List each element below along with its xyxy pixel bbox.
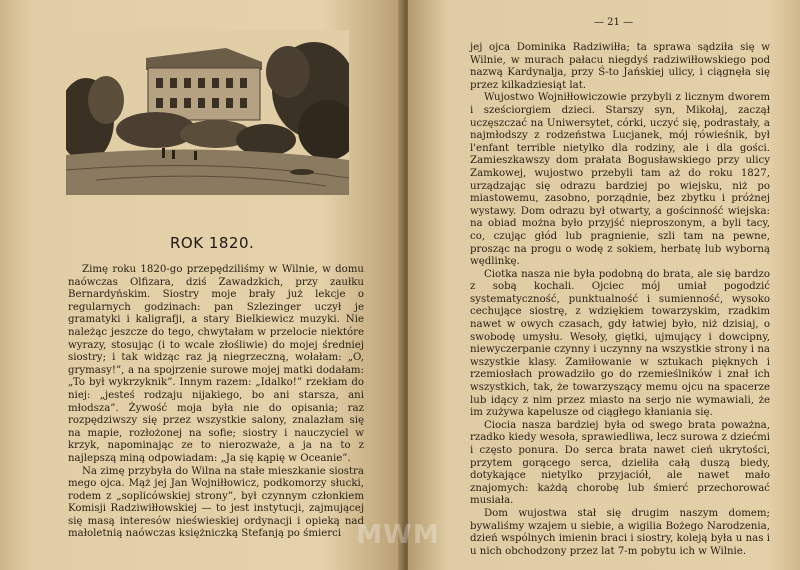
right-page-text (470, 42, 770, 558)
paragraph: Ciotka nasza nie była podobną do brata, ale się bardzo z sobą kochali. Ojciec mój umiał pogodzić systematyczność, punktualność i sumienność, wysoko cechujące siostrę, z wdziękiem towarzyskim, rzadkim nawet w owych czasach, gdy łatwiej było, niż dzisiaj, o swobodę umysłu. Wesoły, giętki, ujmujący i dowcipny, niewyczerpanie czynny i uczynny na wszystkie strony i na wszystkie klasy. Zamiłowanie w sztukach pięknych i rzemiosłach prowadziło go do rzemieślników i znał ich wszystkich, tak, że towarzyszący memu ojcu na spacerze lub idący z nim przez miasto na serjo nie wymawiali, że im zużywa kapelusze od ciągłego kłaniania się. (470, 268, 770, 419)
paragraph: Na zimę przybyła do Wilna na stałe mieszkanie siostra mego ojca. Mąż jej Jan Wojniłłowicz, podkomorzy słucki, rodem z „soplicówskiej strony”, był czynnym członkiem Komisji Radziwiłłowskiej — to jest instytucji, zajmującej się masą interesów nieświeskiej ordynacji i opieką nad małoletnią naówczas księżniczką Stefanją po śmierci (68, 465, 364, 540)
chapter-heading: ROK 1820. (170, 234, 255, 252)
right-page (408, 0, 800, 570)
page-number: — 21 — (594, 17, 634, 28)
paragraph: Dom wujostwa stał się drugim naszym domem; bywaliśmy wzajem u siebie, a wigilia Bożego Narodzenia, dzień wspólnych imienin braci i siostry, koleją była u nas i u nich obchodzony przez lat 7-m pobytu ich w Wilnie. (470, 507, 770, 557)
paragraph: jej ojca Dominika Radziwiłła; ta sprawa sądziła się w Wilnie, w murach pałacu niegdyś radziwiłłowskiego pod nazwą Kardynalja, przy Ś-to Jańskiej ulicy, i ciągnęła się przez kilkadziesiąt lat. (470, 42, 770, 91)
paragraph: Zimę roku 1820-go przepędziliśmy w Wilnie, w domu naówczas Olfizara, dziś Zawadzkich, przy zaułku Bernardyńskim. Siostry moje brały już lekcje o regularnych godzinach: pan Szlezinger uczył je gramatyki i kaligrafji, a stary Bielkiewicz muzyki. Nie należąc jeszcze do tego, chwytałam w przelocie niektóre wyrazy, stosując (i to wcale złośliwie) do mojej średniej siostry; i tak widząc raz ją niegrzeczną, wołałam: „O, grymasy!”, a na spojrzenie surowe mojej matki dodałam: „To był wykrzyknik”. Innym razem: „Idalko!” rzekłam do niej: „jesteś rodzaju nijakiego, bo ani starsza, ani młodsza”. Żywość moja była nie do opisania; raz rozpędziwszy się przez wszystkie salony, znalazłam się na mapie, rozłożonej na sofie; siostry i nauczyciel w krzyk, napominając ze to nierozważe, a ja na to z najlepszą miną odpowiadam: „Ja się kąpię w Oceanie”. (68, 264, 364, 464)
left-page-text (68, 264, 364, 541)
paragraph: Wujostwo Wojniłłowiczowie przybyli z licznym dworem i sześciorgiem dzieci. Starszy syn, Mikołaj, zaczął uczęszczać na Uniwersytet, córki, uczyć się, podrastały, a najmłodszy z rodzeństwa Lucjanek, mój rówieśnik, był l'enfant terrible nietylko dla rodziny, ale i dla gości. Zamieszkawszy dom prałata Bogusławskiego przy ulicy Zamkowej, wujostwo przebyli tam aż do roku 1827, urządzając się odrazu bardziej po wiejsku, niż po miastowemu, zasobno, porządnie, bez zbytku i próżnej wystawy. Dom odrazu był otwarty, a gościnność wiejska: na obiad można było przyjść nieproszonym, a byli tacy, co, czując głód lub pragnienie, szli tam na pewne, prosząc na progu o wodę z sokiem, herbatę lub wyborną wędlinkę. (470, 92, 770, 268)
paragraph: Ciocia nasza bardziej była od swego brata poważna, rzadko kiedy wesoła, sprawiedliwa, lecz surowa z dziećmi i często ponura. Do serca brata nawet cień ukrytości, przytem gorącego serca, dzieliła całą duszą biedy, dotykające nietylko przyjaciół, ale nawet mało znajomych: każdą chorobę lub śmierć przechorować musiała. (470, 419, 770, 507)
watermark: MWM (356, 520, 440, 550)
manor-house-engraving (66, 30, 349, 195)
